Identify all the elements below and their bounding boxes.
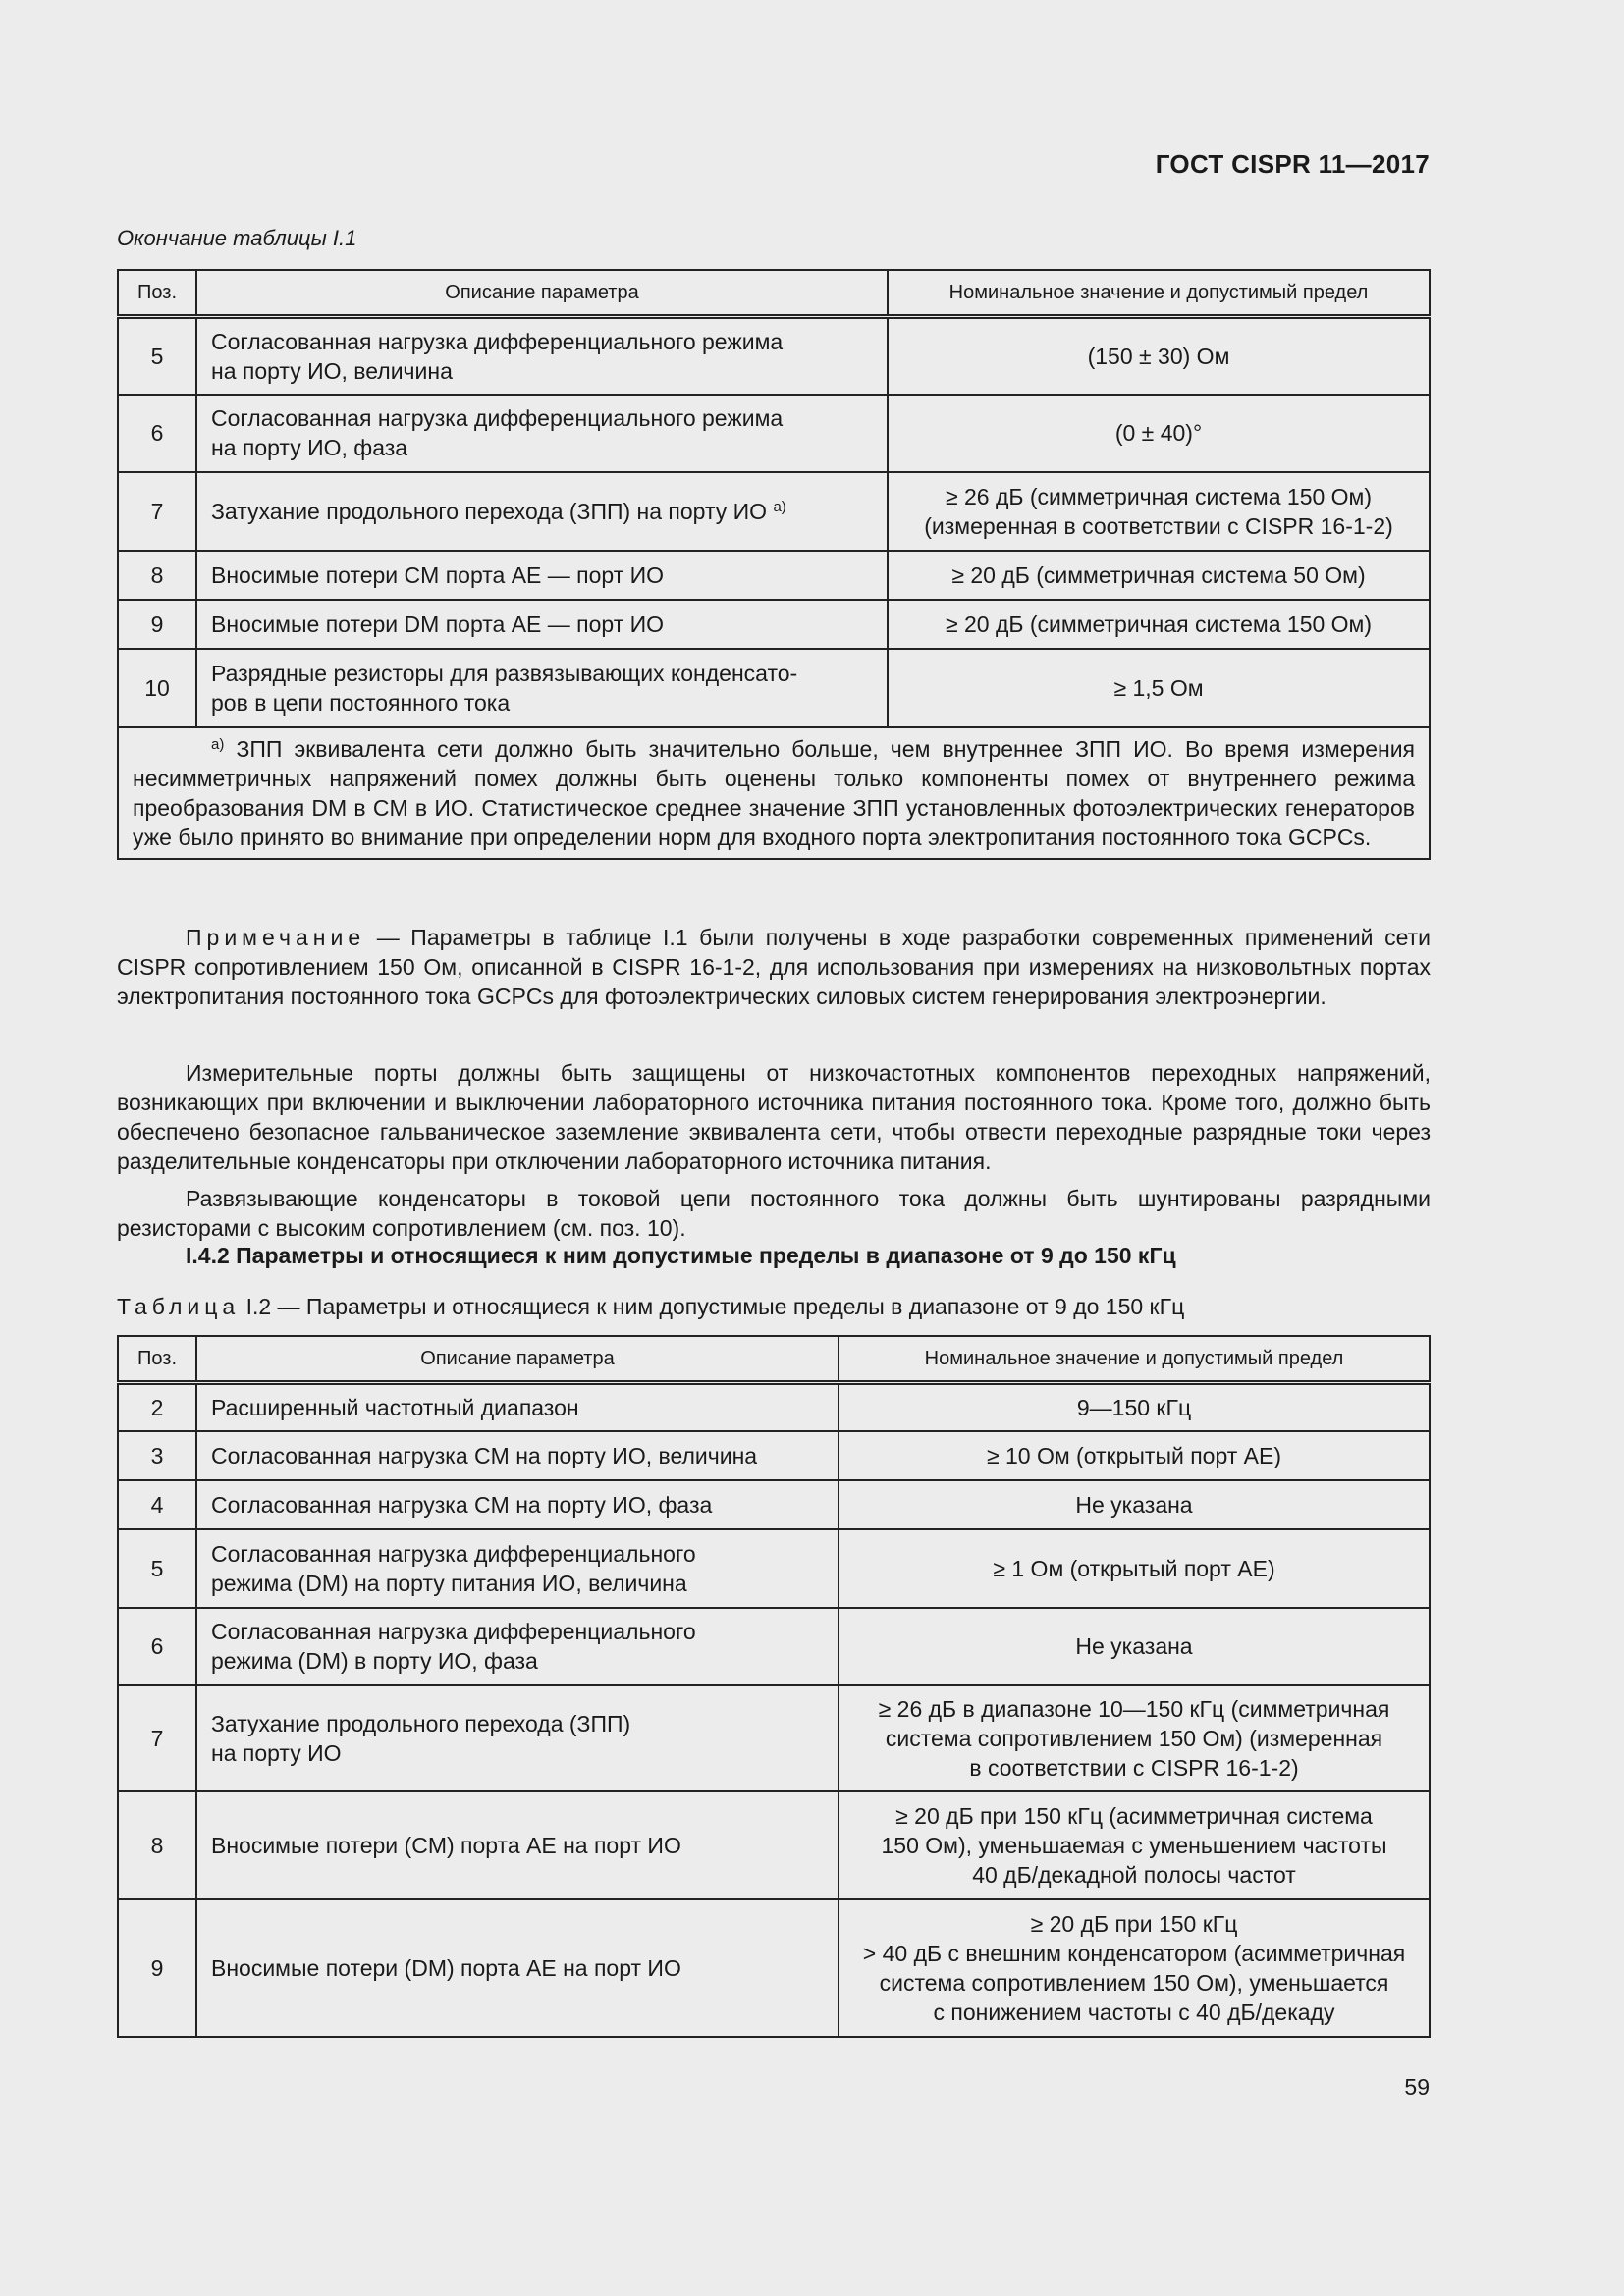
table1-footnote: $^{a)}$ ЗПП эквивалента сети должно быть значительно больше, чем внутреннее ЗПП ИО. Во время измерения несимметричных напряжений помех должны быть оценены только компоненты помех от внутреннего режима преобразования DM в CM в ИО. Статистическое среднее значение ЗПП установленных фотоэлектрических генераторов уже было принято во внимание при определении норм для входного порта электропитания постоянного тока GCPCs. (118, 727, 1430, 859)
row-pos: 9 (118, 1899, 196, 2037)
row-pos: 6 (118, 1608, 196, 1685)
row-value: ≥ 10 Ом (открытый порт AE) (839, 1431, 1430, 1480)
table1-header-pos: Поз. (118, 270, 196, 317)
row-value: ≥ 1,5 Ом (888, 649, 1430, 727)
table1-footnote-row (118, 727, 1430, 859)
table2-header-pos: Поз. (118, 1336, 196, 1383)
table-row (118, 472, 1430, 551)
table-row (118, 1480, 1430, 1529)
row-value: (0 ± 40)° (888, 395, 1430, 472)
row-pos: 7 (118, 472, 196, 551)
row-pos: 5 (118, 1529, 196, 1608)
body-paragraph-1: Измерительные порты должны быть защищены от низкочастотных компонентов переходных напряжений, возникающих при включении и выключении лабораторного источника питания постоянного тока. Кроме того, должно быть обеспечено безопасное гальваническое заземление эквивалента сети, чтобы отвести переходные разрядные токи через разделительные конденсаторы при отключении лабораторного источника питания. (117, 1060, 1431, 1174)
table2-header-row (118, 1336, 1430, 1383)
row-desc: Вносимые потери (CM) порта AE на порт ИО (196, 1791, 839, 1899)
row-value: ≥ 26 дБ (симметричная система 150 Ом) (измеренная в соответствии с CISPR 16-1-2) (888, 472, 1430, 551)
row-value: ≥ 1 Ом (открытый порт AE) (839, 1529, 1430, 1608)
page-number: 59 (1404, 2074, 1430, 2100)
row-pos: 2 (118, 1383, 196, 1431)
table-row (118, 1431, 1430, 1480)
row-value: (150 ± 30) Ом (888, 317, 1430, 395)
section-heading: I.4.2 Параметры и относящиеся к ним допустимые пределы в диапазоне от 9 до 150 кГц (186, 1243, 1176, 1268)
document-code: ГОСТ CISPR 11—2017 (1155, 149, 1430, 179)
table1-header-desc: Описание параметра (196, 270, 888, 317)
row-desc: Вносимые потери DM порта AE — порт ИО (196, 600, 888, 649)
row-pos: 3 (118, 1431, 196, 1480)
row-desc: Затухание продольного перехода (ЗПП) на порту ИО $^{a)}$ (196, 472, 888, 551)
table2 (117, 1335, 1431, 2038)
table2-caption: Таблица I.2 — Параметры и относящиеся к ним допустимые пределы в диапазоне от 9 до 150 кГц (117, 1294, 1185, 1319)
row-desc: Согласованная нагрузка CM на порту ИО, фаза (196, 1480, 839, 1529)
row-desc: Согласованная нагрузка дифференциального режима (DM) в порту ИО, фаза (196, 1608, 839, 1685)
row-value: ≥ 20 дБ (симметричная система 150 Ом) (888, 600, 1430, 649)
table-row (118, 1685, 1430, 1791)
row-value: ≥ 26 дБ в диапазоне 10—150 кГц (симметричная система сопротивлением 150 Ом) (измеренная в соответствии с CISPR 16-1-2) (839, 1685, 1430, 1791)
body-paragraph-2: Развязывающие конденсаторы в токовой цепи постоянного тока должны быть шунтированы разрядными резисторами с высоким сопротивлением (см. поз. 10). (117, 1186, 1431, 1241)
row-desc: Вносимые потери CM порта AE — порт ИО (196, 551, 888, 600)
row-desc: Согласованная нагрузка дифференциального режима на порту ИО, величина (196, 317, 888, 395)
table-row (118, 551, 1430, 600)
row-desc: Разрядные резисторы для развязывающих конденсато- ров в цепи постоянного тока (196, 649, 888, 727)
table-row (118, 1791, 1430, 1899)
footnote-mark: a) (773, 498, 786, 515)
row-pos: 5 (118, 317, 196, 395)
row-pos: 8 (118, 551, 196, 600)
row-desc: Согласованная нагрузка дифференциального режима на порту ИО, фаза (196, 395, 888, 472)
table-row (118, 600, 1430, 649)
row-desc: Согласованная нагрузка CM на порту ИО, величина (196, 1431, 839, 1480)
table-row (118, 317, 1430, 395)
row-pos: 10 (118, 649, 196, 727)
table-row (118, 1383, 1430, 1431)
table-row (118, 1529, 1430, 1608)
table1-header-val: Номинальное значение и допустимый предел (888, 270, 1430, 317)
row-desc: Вносимые потери (DM) порта AE на порт ИО (196, 1899, 839, 2037)
footnote-mark: a) (211, 735, 225, 753)
table-row (118, 649, 1430, 727)
row-pos: 6 (118, 395, 196, 472)
row-pos: 8 (118, 1791, 196, 1899)
row-value: Не указана (839, 1608, 1430, 1685)
table1-header-row (118, 270, 1430, 317)
row-pos: 9 (118, 600, 196, 649)
row-value: ≥ 20 дБ при 150 кГц (асимметричная система 150 Ом), уменьшаемая с уменьшением частоты 40 дБ/декадной полосы частот (839, 1791, 1430, 1899)
body-paragraphs (117, 1058, 1431, 1243)
note-text: — Параметры в таблице I.1 были получены в ходе разработки современных применений сети CISPR сопротивлением 150 Ом, описанной в CISPR 16-1-2, для использования при измерениях на низковольтных портах электропитания постоянного тока GCPCs для фотоэлектрических силовых систем генерирования электроэнергии. (117, 925, 1431, 1009)
table2-header-desc: Описание параметра (196, 1336, 839, 1383)
note-label: Примечание (186, 925, 366, 950)
table-row (118, 395, 1430, 472)
table2-header-val: Номинальное значение и допустимый предел (839, 1336, 1430, 1383)
table-row (118, 1608, 1430, 1685)
row-desc: Затухание продольного перехода (ЗПП) на порту ИО (196, 1685, 839, 1791)
row-value: Не указана (839, 1480, 1430, 1529)
table1-caption: Окончание таблицы I.1 (117, 226, 357, 250)
row-pos: 4 (118, 1480, 196, 1529)
note-paragraph (117, 923, 1431, 1011)
row-value: 9—150 кГц (839, 1383, 1430, 1431)
row-value: ≥ 20 дБ (симметричная система 50 Ом) (888, 551, 1430, 600)
table1 (117, 269, 1431, 860)
row-pos: 7 (118, 1685, 196, 1791)
row-desc: Согласованная нагрузка дифференциального режима (DM) на порту питания ИО, величина (196, 1529, 839, 1608)
row-value: ≥ 20 дБ при 150 кГц > 40 дБ с внешним конденсатором (асимметричная система сопротивлением 150 Ом), уменьшается с понижением частоты с 40 дБ/декаду (839, 1899, 1430, 2037)
table-row (118, 1899, 1430, 2037)
row-desc: Расширенный частотный диапазон (196, 1383, 839, 1431)
